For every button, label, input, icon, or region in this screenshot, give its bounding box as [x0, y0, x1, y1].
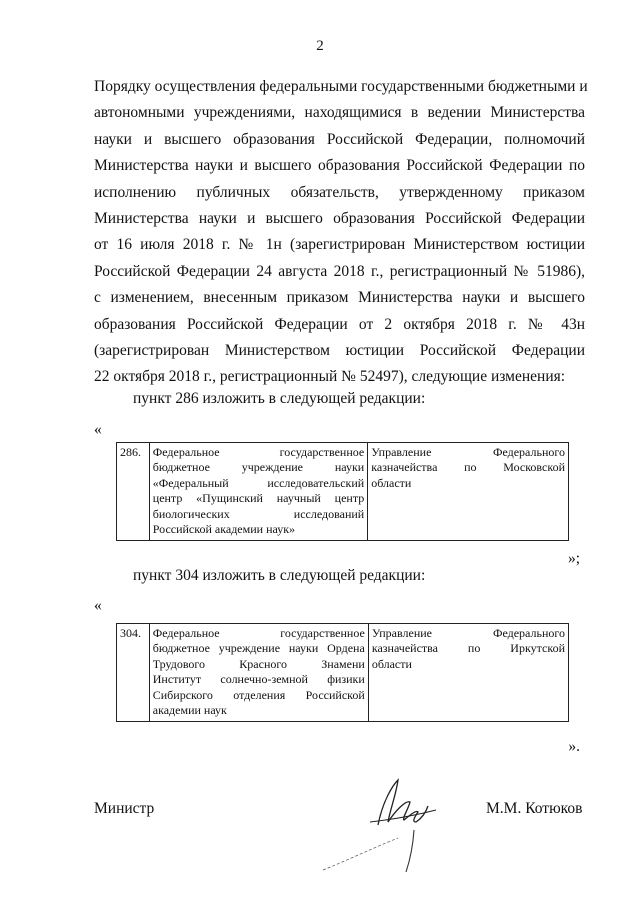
table-row	[117, 624, 569, 722]
org-line: Институт солнечно-земной физики	[152, 672, 365, 687]
intro-paragraph	[94, 74, 588, 391]
paragraph-line: образования Российской Федерации от 2 октября 2018 г. № 43н	[94, 315, 585, 333]
paragraph-line: Министерства науки и высшего образования Российской Федерации	[94, 209, 585, 227]
org-line: Сибирского отделения Российской	[152, 687, 365, 702]
signer-name: М.М. Котюков	[486, 800, 583, 817]
org-line: Федеральное государственное	[152, 445, 365, 459]
paragraph-line: с изменением, внесенным приказом Министерства науки и высшего	[94, 289, 585, 307]
treasury-cell	[368, 624, 568, 722]
instruction-286: пункт 286 изложить в следующей редакции:	[133, 390, 426, 407]
org-line: бюджетное учреждение науки Ордена	[152, 641, 365, 656]
paragraph-line: исполнению публичных обязательств, утвержденному приказом	[94, 183, 585, 201]
quote-close-1: »;	[567, 550, 580, 567]
treasury-line: области	[371, 475, 412, 490]
quote-open-1: «	[94, 421, 102, 438]
org-line: Федеральное государственное	[152, 626, 365, 640]
paragraph-line: Российской Федерации 24 августа 2018 г., регистрационный № 51986),	[94, 262, 585, 280]
signature-image	[318, 770, 468, 880]
entry-number: 286.	[117, 443, 150, 541]
treasury-line: области	[371, 656, 412, 671]
paragraph-line: от 16 июля 2018 г. № 1н (зарегистрирован Министерством юстиции	[94, 236, 585, 254]
table-row	[117, 443, 569, 541]
entry-number: 304.	[117, 624, 150, 722]
organization-cell	[149, 443, 367, 541]
quote-open-2: «	[94, 597, 102, 614]
treasury-line: Управление Федерального	[371, 445, 565, 459]
paragraph-line: (зарегистрирован Министерством юстиции Российской Федерации	[94, 341, 585, 359]
org-line: бюджетное учреждение науки	[152, 460, 365, 475]
org-line: биологических исследований	[152, 506, 365, 521]
paragraph-line: Министерства науки и высшего образования Российской Федерации по	[94, 157, 585, 175]
instruction-304: пункт 304 изложить в следующей редакции:	[133, 567, 426, 584]
treasury-line: казначейства по Иркутской	[371, 641, 565, 656]
entry-table-286	[116, 442, 569, 541]
paragraph-line: науки и высшего образования Российской Федерации, полномочий	[94, 130, 585, 148]
org-line: Трудового Красного Знамени	[152, 656, 365, 671]
treasury-line: Управление Федерального	[371, 626, 565, 640]
paragraph-line: 22 октября 2018 г., регистрационный № 52497), следующие изменения:	[94, 368, 566, 386]
treasury-line: казначейства по Московской	[371, 460, 565, 475]
treasury-cell	[368, 443, 569, 541]
org-line: «Федеральный исследовательский	[152, 475, 365, 490]
org-line: Российской академии наук»	[152, 522, 296, 537]
signer-title: Министр	[94, 800, 155, 817]
org-line: академии наук	[152, 703, 227, 718]
org-line: центр «Пущинский научный центр	[152, 491, 365, 506]
quote-close-2: ».	[568, 738, 580, 755]
paragraph-line: автономными учреждениями, находящимися в ведении Министерства	[94, 104, 585, 122]
entry-table-304	[116, 623, 569, 722]
organization-cell	[149, 624, 368, 722]
paragraph-line: Порядку осуществления федеральными государственными бюджетными и	[94, 78, 588, 95]
page-number: 2	[316, 38, 324, 54]
